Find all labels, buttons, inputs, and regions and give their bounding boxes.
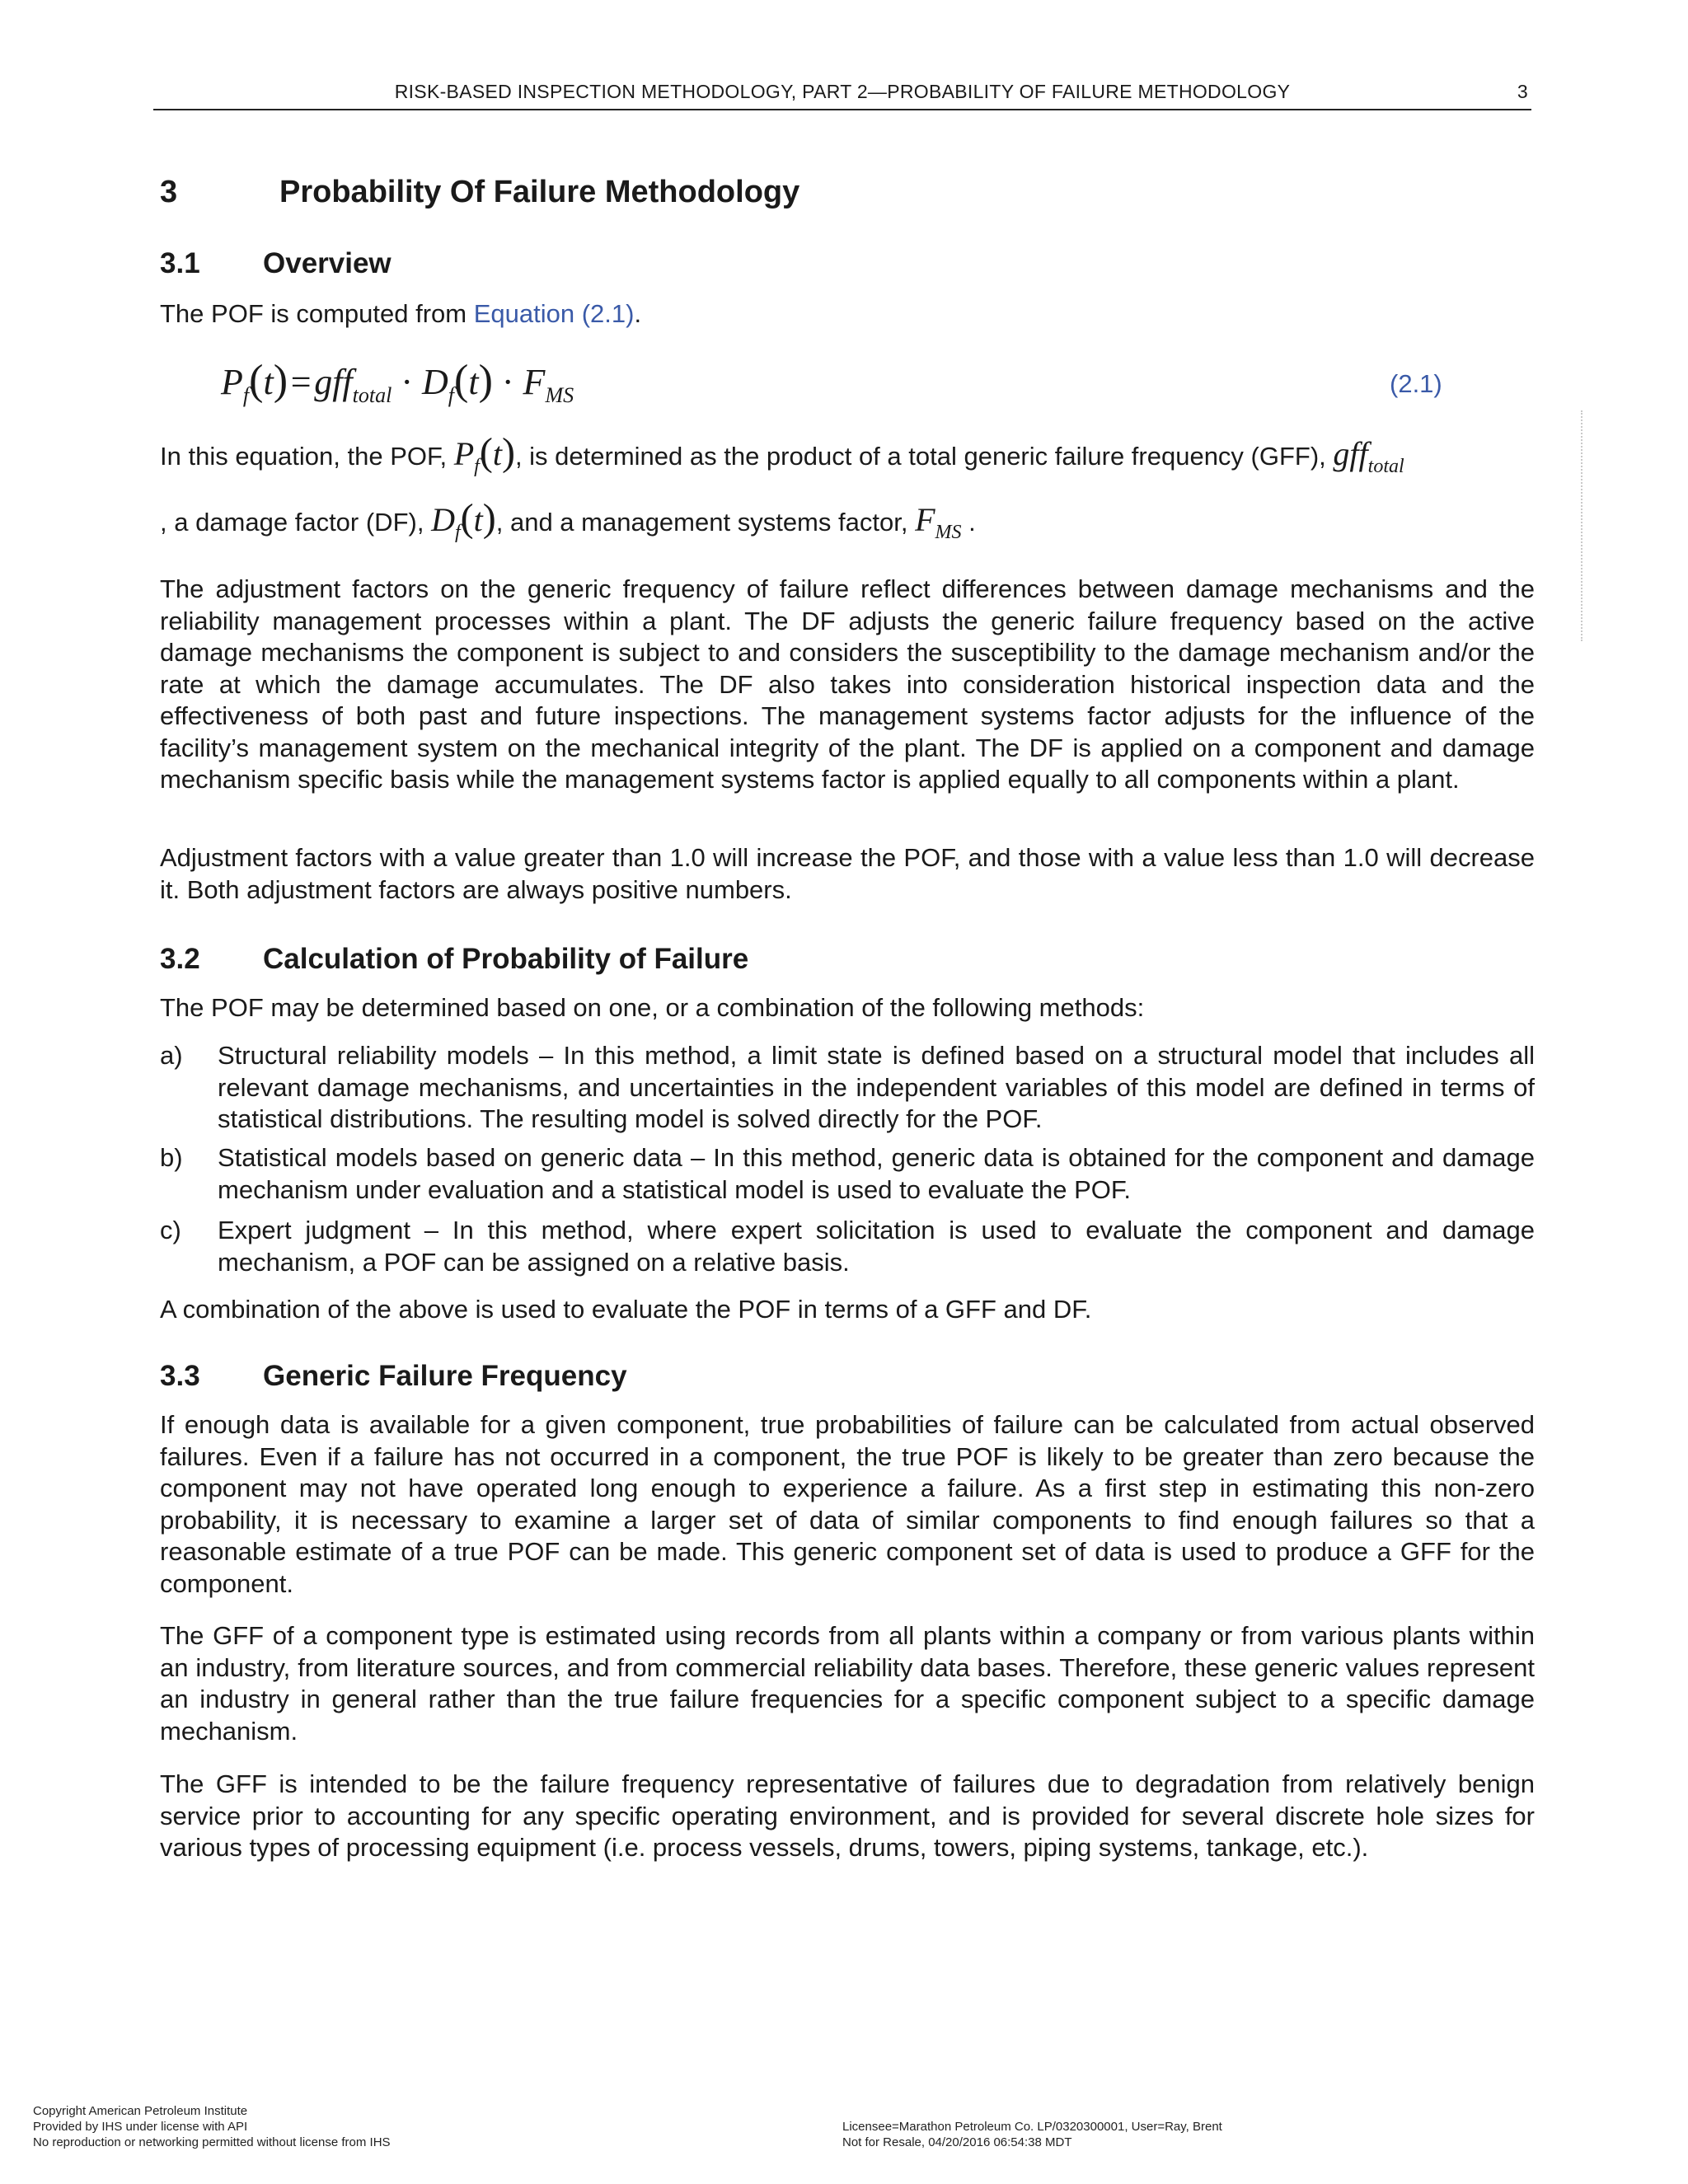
management-factor-symbol: $F_{MS}$ (915, 501, 962, 543)
section-number: 3.1 (160, 247, 200, 279)
footer-not-for-resale: Not for Resale, 04/20/2016 06:54:38 MDT (842, 2135, 1072, 2149)
section-title: Probability Of Failure Methodology (279, 175, 800, 209)
calculation-closing: A combination of the above is used to evaluate the POF in terms of a GFF and DF. (160, 1295, 1092, 1324)
margin-mark (1581, 410, 1584, 641)
list-marker: a) (160, 1041, 183, 1070)
gff-paragraph-1: If enough data is available for a given component, true probabilities of failure can be calculated from actual observed failures. Even if a failure has not occurred in a component, the true POF is likely to be greater than zero because the component may not have operated long enough to experience a failure. As a first step in estimating this non-zero probability, it is necessary to examine a larger set of data of similar components to find enough failures so that a reasonable estimate of a true POF can be made. This generic component set of data is used to produce a GFF for the component. (160, 1410, 1535, 1598)
section-title: Generic Failure Frequency (263, 1360, 627, 1392)
footer-licensee: Licensee=Marathon Petroleum Co. LP/0320300001, User=Ray, Brent (842, 2120, 1222, 2134)
list-item (160, 1040, 1535, 1136)
footer-copyright: Copyright American Petroleum Institute (33, 2104, 248, 2118)
footer-left (33, 2103, 391, 2150)
page-number: 3 (1517, 81, 1528, 102)
section-number: 3.2 (160, 943, 200, 975)
list-marker: c) (160, 1216, 181, 1244)
overview-paragraph-1: The adjustment factors on the generic frequency of failure reflect differences between damage mechanisms and the reliability management processes within a plant. The DF adjusts the generic failure frequency based on the active damage mechanisms the component is subject to and considers the susceptibility to the damage mechanism and/or the rate at which the damage accumulates. The DF also takes into consideration historical inspection data and the effectiveness of both past and future inspections. The management systems factor adjusts for the influence of the facility’s management system on the mechanical integrity of the plant. The DF is applied on a component and damage mechanism specific basis while the management systems factor is applied equally to all components within a plant. (160, 574, 1535, 794)
list-item-text: Statistical models based on generic data – In this method, generic data is obtained for the component and damage mechanism under evaluation and a statistical model is used to evaluate the POF. (218, 1143, 1535, 1204)
running-header (153, 79, 1531, 110)
section-number: 3 (160, 175, 178, 209)
equation-number: (2.1) (1390, 369, 1442, 398)
list-item (160, 1142, 1535, 1207)
gff-paragraph-2: The GFF of a component type is estimated using records from all plants within a company or from various plants within an industry, from literature sources, and from commercial reliability data bases. Therefore, these generic values represent an industry in general rather than the true failure frequencies for a specific component subject to a specific damage mechanism. (160, 1621, 1535, 1746)
pof-symbol: $P_f(t)$ (453, 430, 515, 477)
equation-explanation-line-1: In this equation, the POF, $P_f(t)$, is determined as the product of a total generic failure frequency (GFF), gff$_{total}$ (160, 430, 1404, 477)
list-item-text: Expert judgment – In this method, where expert solicitation is used to evaluate the component and damage mechanism, a POF can be assigned on a relative basis. (218, 1216, 1535, 1277)
equation-explanation-line-2: , a damage factor (DF), $D_f(t)$, and a management systems factor, $F_{MS}$ . (160, 496, 976, 543)
list-item (160, 1215, 1535, 1279)
section-number: 3.3 (160, 1360, 200, 1392)
footer-provided-by: Provided by IHS under license with API (33, 2120, 248, 2134)
section-title: Overview (263, 247, 392, 279)
list-marker: b) (160, 1143, 183, 1172)
calculation-intro: The POF may be determined based on one, or a combination of the following methods: (160, 993, 1145, 1022)
footer-right (842, 2119, 1222, 2150)
gff-total-symbol: gff$_{total}$ (1333, 435, 1404, 477)
equation-link[interactable]: Equation (2.1) (473, 299, 635, 328)
pof-equation: $P_f(t)$ = $gff_{total} \cdot D_f(t) \cdot F_{MS}$ (221, 357, 574, 407)
gff-paragraph-3: The GFF is intended to be the failure frequency representative of failures due to degradation from relatively benign service prior to accounting for any specific operating environment, and is provided for several discrete hole sizes for various types of processing equipment (i.e. process vessels, drums, towers, piping systems, tankage, etc.). (160, 1769, 1535, 1862)
overview-paragraph-2: Adjustment factors with a value greater than 1.0 will increase the POF, and those with a value less than 1.0 will decrease it. Both adjustment factors are always positive numbers. (160, 843, 1535, 904)
list-item-text: Structural reliability models – In this method, a limit state is defined based on a structural model that includes all relevant damage mechanisms, and uncertainties in the independent variables of this model are defined in terms of statistical distributions. The resulting model is solved directly for the POF. (218, 1041, 1535, 1133)
section-title: Calculation of Probability of Failure (263, 943, 749, 975)
equation-2-1 (221, 356, 1457, 414)
running-title: RISK-BASED INSPECTION METHODOLOGY, PART 2—PROBABILITY OF FAILURE METHODOLOGY (394, 81, 1291, 102)
footer-reproduction-notice: No reproduction or networking permitted without license from IHS (33, 2135, 391, 2149)
damage-factor-symbol: $D_f(t)$ (431, 496, 496, 543)
overview-intro: The POF is computed from Equation (2.1). (160, 299, 642, 328)
